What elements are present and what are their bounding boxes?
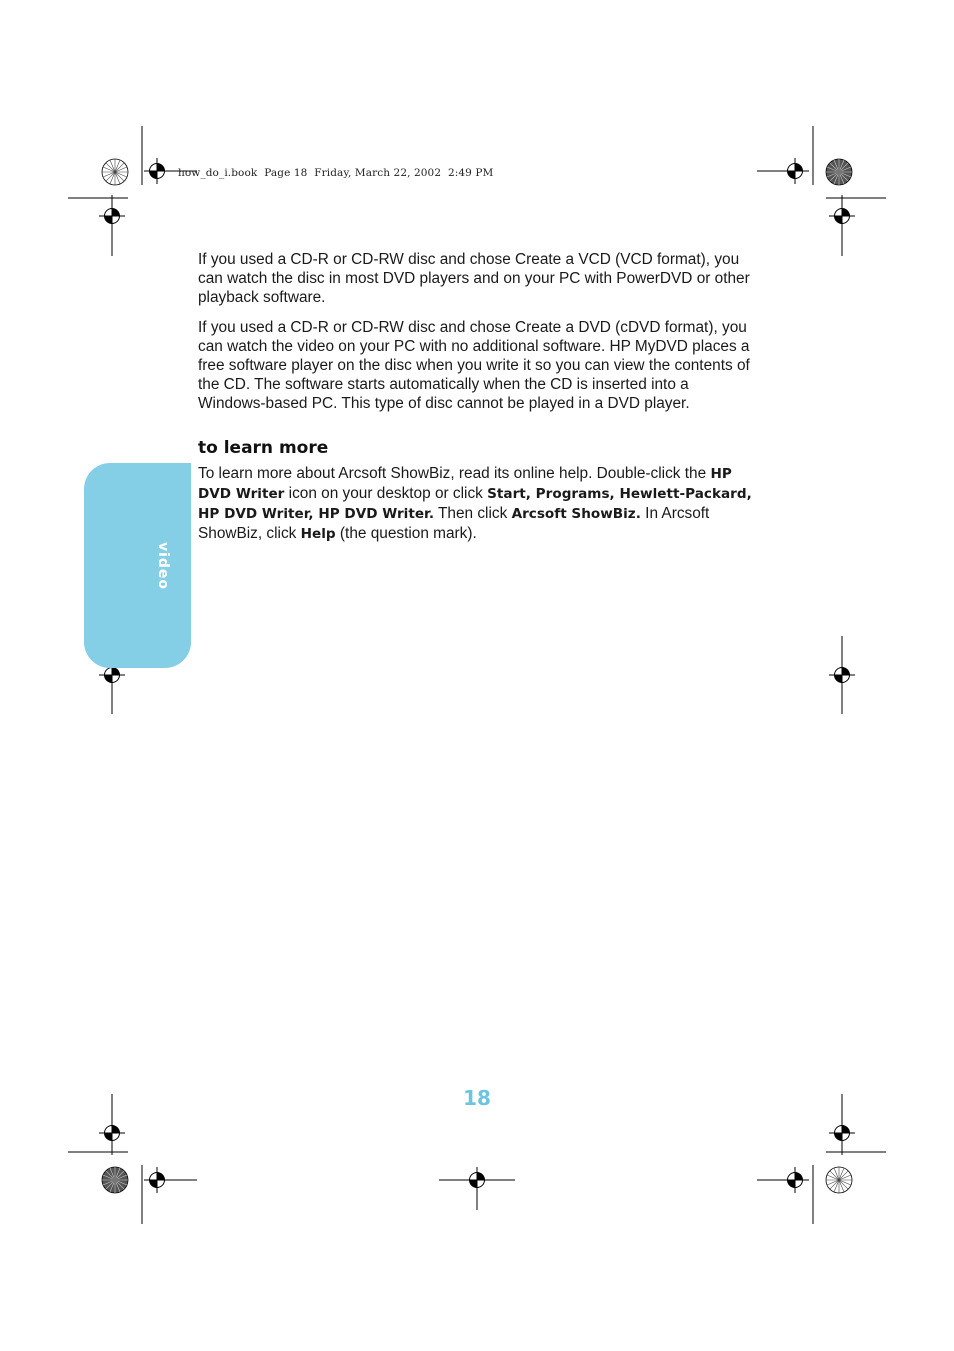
page-number: 18 — [463, 1086, 491, 1110]
text-run: icon on your desktop or click — [284, 484, 488, 502]
paragraph-learn-more — [198, 464, 758, 545]
print-slug-header: how_do_i.book Page 18 Friday, March 22, 2002 2:49 PM — [178, 167, 494, 179]
crosshair-target-icon — [782, 158, 808, 184]
crosshair-target-icon — [144, 1167, 170, 1193]
bold-run: Start, Programs, Hewlett-Packard, HP DVD Writer, HP DVD Writer. — [198, 485, 752, 523]
bold-run: Help — [300, 526, 336, 543]
text-run: In Arcsoft ShowBiz, click — [198, 505, 710, 543]
bold-run: HP DVD Writer — [198, 465, 732, 502]
crosshair-target-icon — [99, 203, 125, 229]
paragraph-vcd: If you used a CD-R or CD-RW disc and chose Create a VCD (VCD format), you can watch the disc in most DVD players and on your PC with PowerDVD or other playback software. — [198, 251, 750, 307]
page-content — [198, 250, 758, 554]
paragraph-cdvd: If you used a CD-R or CD-RW disc and chose Create a DVD (cDVD format), you can watch the video on your PC with no additional software. HP MyDVD places a free software player on the disc when you write it so you can view the contents of the CD. The software starts automatically when the CD is inserted into a Windows-based PC. This type of disc cannot be played in a DVD player. — [198, 318, 750, 413]
starburst-disc-icon — [826, 1167, 852, 1193]
crosshair-target-icon — [464, 1167, 490, 1193]
section-tab — [84, 463, 191, 668]
starburst-disc-icon — [102, 1167, 128, 1193]
bold-run: Arcsoft ShowBiz. — [511, 506, 641, 523]
crosshair-target-icon — [829, 203, 855, 229]
section-tab-label: video — [155, 541, 171, 591]
crosshair-target-icon — [829, 1120, 855, 1146]
starburst-disc-icon — [102, 159, 128, 185]
section-heading: to learn more — [198, 437, 329, 458]
starburst-disc-icon — [826, 159, 852, 185]
crosshair-target-icon — [782, 1167, 808, 1193]
text-run: Then click — [434, 505, 512, 523]
crosshair-target-icon — [99, 1120, 125, 1146]
text-run: (the question mark). — [335, 525, 477, 543]
crosshair-target-icon — [829, 662, 855, 688]
crosshair-target-icon — [144, 158, 170, 184]
text-run: To learn more about Arcsoft ShowBiz, read its online help. Double-click the — [198, 464, 711, 482]
